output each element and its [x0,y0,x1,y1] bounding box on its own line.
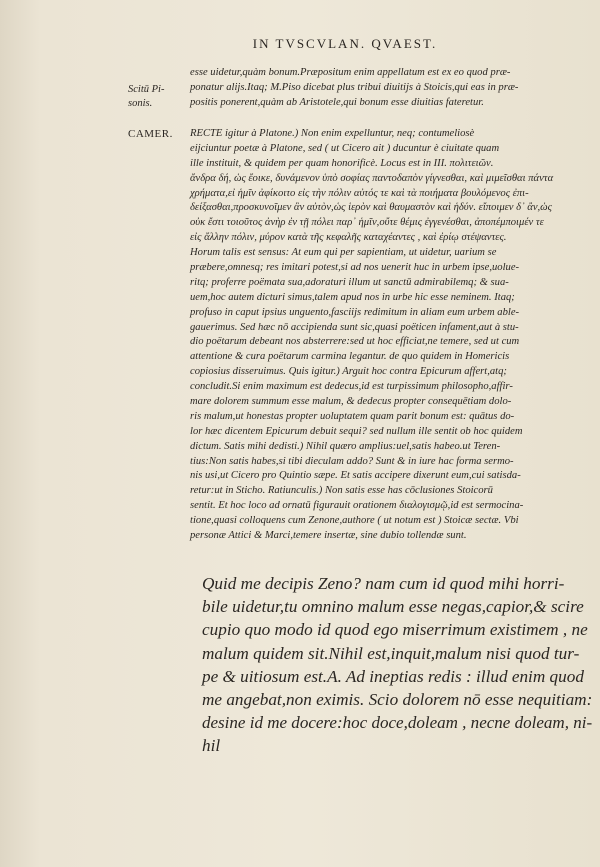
text-line: Quid me decipis Zeno? nam cum id quod mihi horri- [202,574,565,593]
text-line: RECTE igitur à Platone.) Non enim expelluntur, neq; contumeliosè [190,128,475,139]
text-line: attentione & cura poëtarum carmina legantur. de quo quidem in Homericis [190,351,510,363]
text-line: gauerimus. Sed hæc nō accipienda sunt sic,quasi poëticen infament,aut à stu- [190,321,519,333]
text-line: malum quidem sit.Nihil est,inquit,malum nisi quod tur- [202,643,580,663]
text-line: copiosius disseruimus. Quis igitur.) Arguit hoc contra Epicurum affert,atq; [190,366,507,378]
text-line: ritq; proferre poëmata sua,adoraturi illum ut sanctū admirabilemq; & sua- [190,276,509,288]
text-line: pe & uitiosum est.A. Ad ineptias redis : illud enim quod [202,666,584,686]
text-line: esse uidetur,quàm bonum.Præpositum enim appellatum est ex eo quod præ- [190,67,511,78]
text-line: præbere,omnesq; res imitari potest,si ad nos uenerit huc in urbem ipse,uolue- [190,262,520,274]
text-line: eijciuntur poetæ à Platone, sed ( ut Cicero ait ) ducuntur è ciuitate quam [190,142,500,154]
margin-note-line: Scitū Pi- [128,84,165,95]
text-line: εἰς ἄλλην πόλιν, μύρον κατὰ τῆς κεφαλῆς καταχέαντες , καὶ ἐρίῳ στέψαντες. [190,232,507,244]
text-line: me angebat,non eximis. Scio dolorem nō esse nequitiam: [202,689,593,709]
text-line: ille instituit, & quidem per quam honorificè. Locus est in III. πολιτειῶν. [190,157,494,169]
running-head: IN TVSCVLAN. QVAEST. [252,36,438,51]
main-text-block [202,572,592,758]
margin-note-camer: CAMER. [128,128,173,140]
text-line: concludit.Si enim maximum est dedecus,id est turpissimum philosopho,affir- [190,381,513,393]
text-line: mare dolorem summum esse malum, & dedecus propter consequētiam dolo- [190,396,512,408]
text-line: uem,hoc autem dicturi simus,talem apud nos in urbe hic esse neminem. Itaq; [190,291,515,303]
text-line: desine id me docere:hoc doce,doleam , necne doleam, ni- [202,713,593,733]
text-line: dictum. Satis mihi dedisti.) Nihil quæro amplius:uel,satis habeo.ut Teren- [190,440,501,452]
text-line: ponatur alijs.Itaq; M.Piso dicebat plus tribui diuitijs à Stoicis,qui eas in præ- [190,81,519,93]
text-line: tione,quasi colloquens cum Zenone,authore ( ut notum est ) Stoicæ sectæ. Vbi [190,515,519,527]
text-line: οὐκ ἔστι τοιοῦτος ἀνὴρ ἐν τῇ πόλει παρ᾽ ἡμῖν,οὔτε θέμις ἐγγενέσθαι, ἀποπέμποιμέν τε [190,217,544,229]
text-line: δείξασθαι,προσκυνοῖμεν ἂν αὐτὸν,ὡς ἱερὸν καὶ θαυμαστὸν καὶ ἡδύν. εἴποιμεν δ᾽ ἂν,ὡς [190,202,552,214]
text-line: profuso in caput ipsius unguento,fasciijs redimitum in aliam eum urbem able- [190,306,520,318]
text-line: positis ponerent,quàm ab Aristotele,qui bonum esse diuitias fateretur. [190,96,484,108]
text-line: retur:ut in Sticho. Ratiunculis.) Non satis esse has cōclusiones Stoicorū [190,485,493,497]
margin-note-scitum-pisonis [128,83,164,111]
text-line: bile uidetur,tu omnino malum esse negas,capior,& scire [202,597,584,617]
text-line: Horum talis est sensus: At eum qui per sapientiam, ut uidetur, uarium se [190,247,497,259]
paragraph-praepositum [190,66,588,111]
text-line: ἄνδρα δή, ὡς ἔοικε, δυνάμενον ὑπὸ σοφίας παντοδαπὸν γίγνεσθαι, καὶ μιμεῖσθαι πάντα [190,172,554,184]
text-line: χρήματα,εἰ ἡμῖν ἀφίκοιτο εἰς τὴν πόλιν αὐτός τε καὶ τὰ ποιήματα βουλόμενος ἐπι- [190,187,529,199]
text-line: lor hæc dicentem Epicurum debuit sequi? sed nullum ille sentit ob hoc quidem [190,425,523,437]
text-line: cupio quo modo id quod ego miserrimum existimem , ne [202,620,588,640]
text-line: tius:Non satis habes,si tibi dieculam addo? Sunt & in iure hac forma sermo- [190,455,514,467]
text-line: ris malum,ut honestas propter uoluptatem quam parit bonum est: quātus do- [190,410,515,422]
text-line: dio poëtarum debeant nos absterrere:sed ut hoc efficiat,ne temere, sed ut cum [190,336,520,348]
margin-note-line: sonis. [128,98,153,109]
text-line: nis usi,ut Cicero pro Quintio sæpe. Et satis accipere dixerunt eum,cui satisda- [190,470,521,482]
text-line: sentit. Et hoc loco ad ornatū figurauit orationem διαλογισμῷ,id est sermocina- [190,500,524,512]
text-line: personæ Attici & Marci,temere insertæ, sine dubio tollendæ sunt. [190,530,467,542]
text-line: hil [202,736,221,756]
commentary-block [190,127,588,544]
